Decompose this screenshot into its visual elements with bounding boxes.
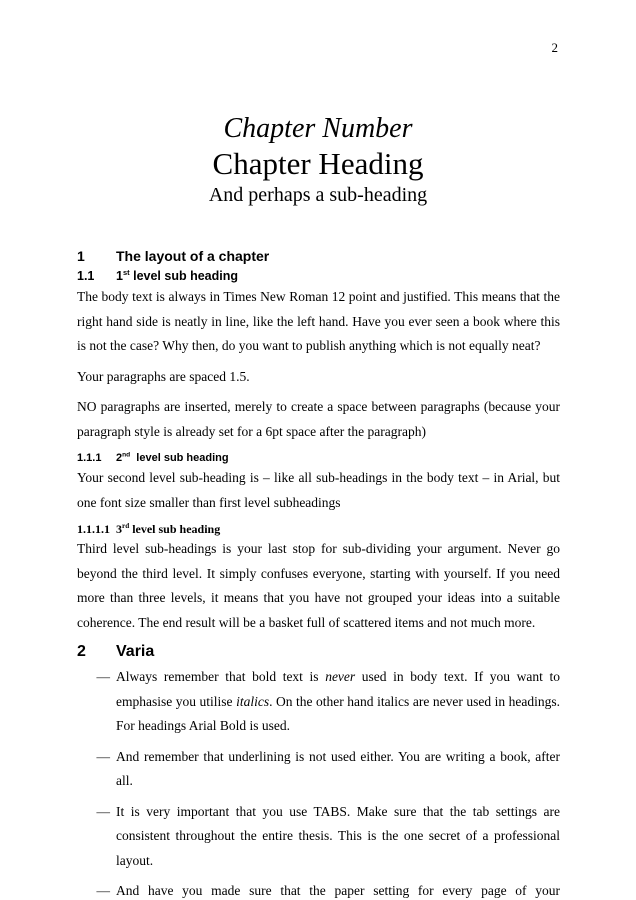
ordinal-suffix: st	[122, 267, 130, 277]
subheading-text: level sub heading	[129, 522, 221, 536]
em-dash-bullet-icon: —	[96, 669, 110, 684]
list-item	[77, 800, 560, 874]
chapter-heading: Chapter Heading	[212, 146, 424, 181]
paragraph: Your second level sub-heading is – like all sub-headings in the body text – in Arial, but one font size smaller than first level subheadings	[77, 470, 560, 510]
subheading-level-2	[77, 450, 560, 466]
text-run: Always remember that bold text is	[116, 669, 326, 684]
section-number: 1	[77, 248, 85, 264]
emphasis: never	[325, 669, 356, 684]
section-number: 2	[77, 643, 86, 660]
list-item	[77, 665, 560, 739]
list-item-text: It is very important that you use TABS. Make sure that the tab settings are consistent throughout the entire thesis. This is the one secret of a professional layout.	[116, 803, 560, 868]
section-title: The layout of a chapter	[116, 248, 270, 264]
em-dash-bullet-icon: —	[96, 883, 110, 898]
subheading-text: level sub heading	[129, 269, 238, 283]
page-number: 2	[551, 40, 558, 55]
section-heading-1	[77, 246, 560, 266]
text-run: . On the other hand italics are never used in headings. For headings Arial Bold is used.	[116, 693, 561, 733]
body-content	[77, 246, 560, 900]
em-dash-bullet-icon: —	[96, 803, 110, 819]
bullet-list	[77, 665, 560, 900]
subheading-number: 1.1.1	[77, 452, 102, 464]
subheading-title	[116, 267, 238, 285]
chapter-subheading: And perhaps a sub-heading	[208, 184, 428, 206]
paragraph: Your paragraphs are spaced 1.5.	[77, 368, 250, 384]
text-run: used in body text. If you want to emphasise you utilise	[116, 669, 560, 709]
subheading-level-1	[77, 267, 560, 285]
list-item	[77, 745, 560, 794]
subheading-text: level sub heading	[130, 452, 229, 464]
subheading-level-3	[77, 521, 560, 537]
subheading-title	[116, 450, 229, 466]
list-item-text	[116, 665, 560, 739]
em-dash-bullet-icon: —	[96, 748, 110, 764]
ordinal-suffix: rd	[122, 522, 130, 530]
ordinal: 2	[116, 452, 123, 464]
paragraph: The body text is always in Times New Roman 12 point and justified. This means that the right hand side is neatly in line, like the left hand. Have you ever seen a book where this is not the case? Why then, do you want to publish anything which is not equally neat?	[77, 289, 560, 353]
chapter-title-block	[0, 112, 636, 208]
list-item-text: And have you made sure that the paper setting for every page of your	[116, 883, 560, 898]
list-item	[77, 879, 560, 900]
emphasis: italics	[236, 693, 270, 709]
subheading-number: 1.1	[77, 269, 95, 283]
paragraph: Third level sub-headings is your last stop for sub-dividing your argument. Never go beyond the third level. It simply confuses everyone, starting with yourself. If you need more than three levels, it means that you have not grouped your ideas into a suitable coherence. The end result will be a basket full of scattered items and not much more.	[77, 541, 560, 630]
section-heading-2	[77, 641, 560, 663]
chapter-number: Chapter Number	[223, 113, 413, 144]
list-item-text: And remember that underlining is not used either. You are writing a book, after all.	[116, 748, 560, 788]
section-title: Varia	[116, 643, 155, 660]
ordinal: 3	[116, 522, 122, 536]
ordinal-suffix: nd	[122, 451, 131, 459]
subheading-number: 1.1.1.1	[77, 522, 110, 536]
ordinal: 1	[116, 269, 123, 283]
paragraph: NO paragraphs are inserted, merely to create a space between paragraphs (because your paragraph style is already set for a 6pt space after the paragraph)	[77, 399, 560, 439]
